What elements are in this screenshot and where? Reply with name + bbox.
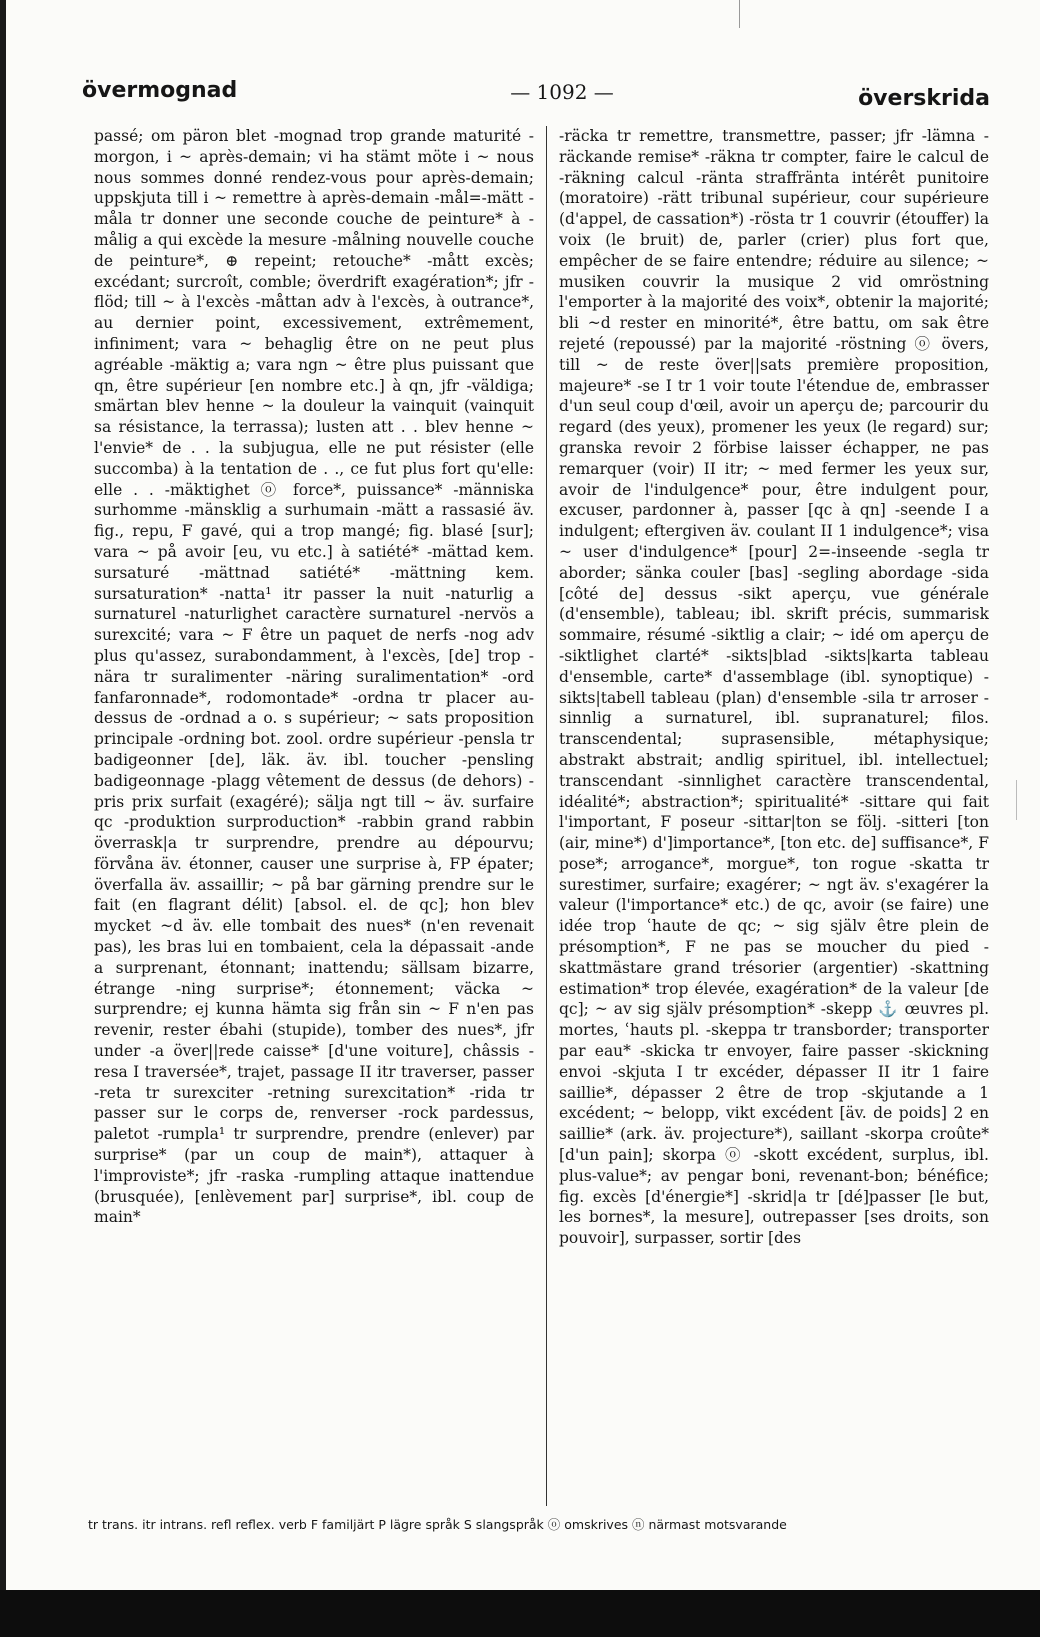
scan-bottom-band bbox=[0, 1590, 1040, 1637]
column-divider bbox=[546, 126, 547, 1506]
scan-corner-line bbox=[739, 0, 1040, 28]
right-column bbox=[559, 126, 989, 1506]
margin-mark bbox=[1016, 780, 1017, 820]
abbreviation-footer: tr trans. itr intrans. refl reflex. verb F familjärt P lägre språk S slangspråk ⓞ omskrives ⓝ närmast motsvarande bbox=[88, 1517, 787, 1532]
page-header bbox=[82, 78, 990, 111]
header-last-word: överskrida bbox=[858, 86, 990, 111]
left-column bbox=[94, 126, 534, 1506]
page-number: — 1092 — bbox=[510, 80, 614, 104]
left-column-text: passé; om päron blet -mognad trop grande maturité -morgon, i ~ après-demain; vi ha stämt möte i ~ nous nous sommes donné rendez-vous pour après-demain; uppskjuta till i ~ remettre à après-demain -mål=-mätt -måla tr donner une seconde couche de peinture* à -målig a qui excède la mesure -målning nouvelle couche de peinture*, ⊕ repeint; retouche* -mått excès; excédant; surcroît, comble; överdrift exagération*; jfr -flöd; till ~ à l'excès -måttan adv à l'excès, à outrance*, au dernier point, excessivement, extrêmement, infiniment; vara ~ behaglig être on ne peut plus agréable -mäktig a; vara ngn ~ être plus puissant que qn, être supérieur [en nombre etc.] à qn, jfr -väldiga; smärtan blev henne ~ la douleur la vainquit (vainquit sa résistance, la terrassa); lusten att . . blev henne ~ l'envie* de . . la subjugua, elle ne put résister (elle succomba) à la tentation de . ., ce fut plus fort qu'elle: elle . . -mäktighet ⓞ force*, puissance* -människa surhomme -mänsklig a surhumain -mätt a rassasié äv. fig., repu, F gavé, qui a trop mangé; fig. blasé [sur]; vara ~ på avoir [eu, vu etc.] à satiété* -mättad kem. sursaturé -mättnad satiété* -mättning kem. sursaturation* -natta¹ itr passer la nuit -naturlig a surnaturel -naturlighet caractère surnaturel -nervös a surexcité; vara ~ F être un paquet de nerfs -nog adv plus qu'assez, surabondamment, à l'excès, [de] trop -nära tr suralimenter -näring suralimentation* -ord fanfaronnade*, rodomontade* -ordna tr placer au-dessus de -ordnad a o. s supérieur; ~ sats proposition principale -ordning bot. zool. ordre supérieur -pensla tr badigeonner [de], läk. äv. ibl. toucher -pensling badigeonnage -plagg vêtement de dessus (de dehors) -pris prix surfait (exagéré); sälja ngt till ~ äv. surfaire qc -produktion surproduction* -rabbin grand rabbin överrask|a tr surprendre, prendre au dépourvu; förvåna äv. étonner, causer une surprise à, FP épater; överfalla äv. assaillir; ~ på bar gärning prendre sur le fait (en flagrant délit) [absol. el. de qc]; hon blev mycket ~d äv. elle tombait des nues* (n'en revenait pas), les bras lui en tombaient, cela la dépassait -ande a surprenant, étonnant; inattendu; sällsam bizarre, étrange -ning surprise*; étonnement; väcka ~ surprendre; ej kunna hämta sig från sin ~ F n'en pas revenir, rester ébahi (stupide), tomber des nues*, jfr under -a över||rede caisse* [d'une voiture], châssis -resa I traversée*, trajet, passage II itr traverser, passer -reta tr surexciter -retning surexcitation* -rida tr passer sur le corps de, renverser -rock pardessus, paletot -rumpla¹ tr surprendre, prendre (enlever) par surprise* (par un coup de main*), attaquer à l'improviste*; jfr -raska -rumpling attaque inattendue (brusquée), [enlèvement par] surprise*, ibl. coup de main* bbox=[94, 127, 534, 1227]
page-edge bbox=[0, 0, 6, 1637]
right-column-text: -räcka tr remettre, transmettre, passer; jfr -lämna -räckande remise* -räkna tr compter, faire le calcul de -räkning calcul -ränta straffränta intérêt punitoire (moratoire) -rätt tribunal supérieur, cour supérieure (d'appel, de cassation*) -rösta tr 1 couvrir (étouffer) la voix (le bruit) de, parler (crier) plus fort que, empêcher de se faire entendre; réduire au silence; ~ musiken couvrir la musique 2 vid omröstning l'emporter à la majorité des voix*, obtenir la majorité; bli ~d rester en minorité*, être battu, om sak être rejeté (repoussé) par la majorité -röstning ⓞ övers, till ~ de reste över||sats première proposition, majeure* -se I tr 1 voir toute l'étendue de, embrasser d'un seul coup d'œil, avoir un aperçu de; parcourir du regard (des yeux), promener les yeux (le regard) sur; granska revoir 2 förbise laisser échapper, ne pas remarquer (voir) II itr; ~ med fermer les yeux sur, avoir de l'indulgence* pour, être indulgent pour, excuser, pardonner à, passer [qc à qn] -seende I a indulgent; eftergiven äv. coulant II 1 indulgence*; visa ~ user d'indulgence* [pour] 2=-inseende -segla tr aborder; sänka couler [bas] -segling abordage -sida [côté de] dessus -sikt aperçu, vue générale (d'ensemble), tableau; ibl. skrift précis, summarisk sommaire, résumé -siktlig a clair; ~ idé om aperçu de -siktlighet clarté* -sikts|blad -sikts|karta tableau d'ensemble, carte* d'assemblage (ibl. synoptique) -sikts|tabell tableau (plan) d'ensemble -sila tr arroser -sinnlig a surnaturel, ibl. supranaturel; filos. transcendental; suprasensible, métaphysique; abstrakt abstrait; andlig spirituel, ibl. intellectuel; transcendant -sinnlighet caractère transcendental, idéalité*; abstraction*; spiritualité* -sittare qui fait l'important, F poseur -sittar|ton se följ. -sitteri [ton (air, mine*) d']importance*, [ton etc. de] suffisance*, F pose*; arrogance*, morgue*, ton rogue -skatta tr surestimer, surfaire; exagérer; ~ ngt äv. s'exagérer la valeur (l'importance* etc.) de qc, avoir (se faire) une idée trop ʿhaute de qc; ~ sig själv être plein de présomption*, F ne pas se moucher du pied -skattmästare grand trésorier (argentier) -skattning estimation* trop élevée, exagération* de la valeur [de qc]; ~ av sig själv présomption* -skepp ⚓ œuvres pl. mortes, ʿhauts pl. -skeppa tr transborder; transporter par eau* -skicka tr envoyer, faire passer -skickning envoi -skjuta I tr excéder, dépasser II itr 1 faire saillie*, dépasser 2 être de trop -skjutande a 1 excédent; ~ belopp, vikt excédent [äv. de poids] 2 en saillie* (ark. äv. projecture*), saillant -skorpa croûte* [d'un pain]; skorpa ⓞ -skott excédent, surplus, ibl. plus-value*; av pengar boni, revenant-bon; bénéfice; fig. excès [d'énergie*] -skrid|a tr [dé]passer [le but, les bornes*, la mesure], outrepasser [ses droits, son pouvoir], surpasser, sortir [des bbox=[559, 127, 989, 1248]
header-first-word: övermognad bbox=[82, 78, 238, 103]
